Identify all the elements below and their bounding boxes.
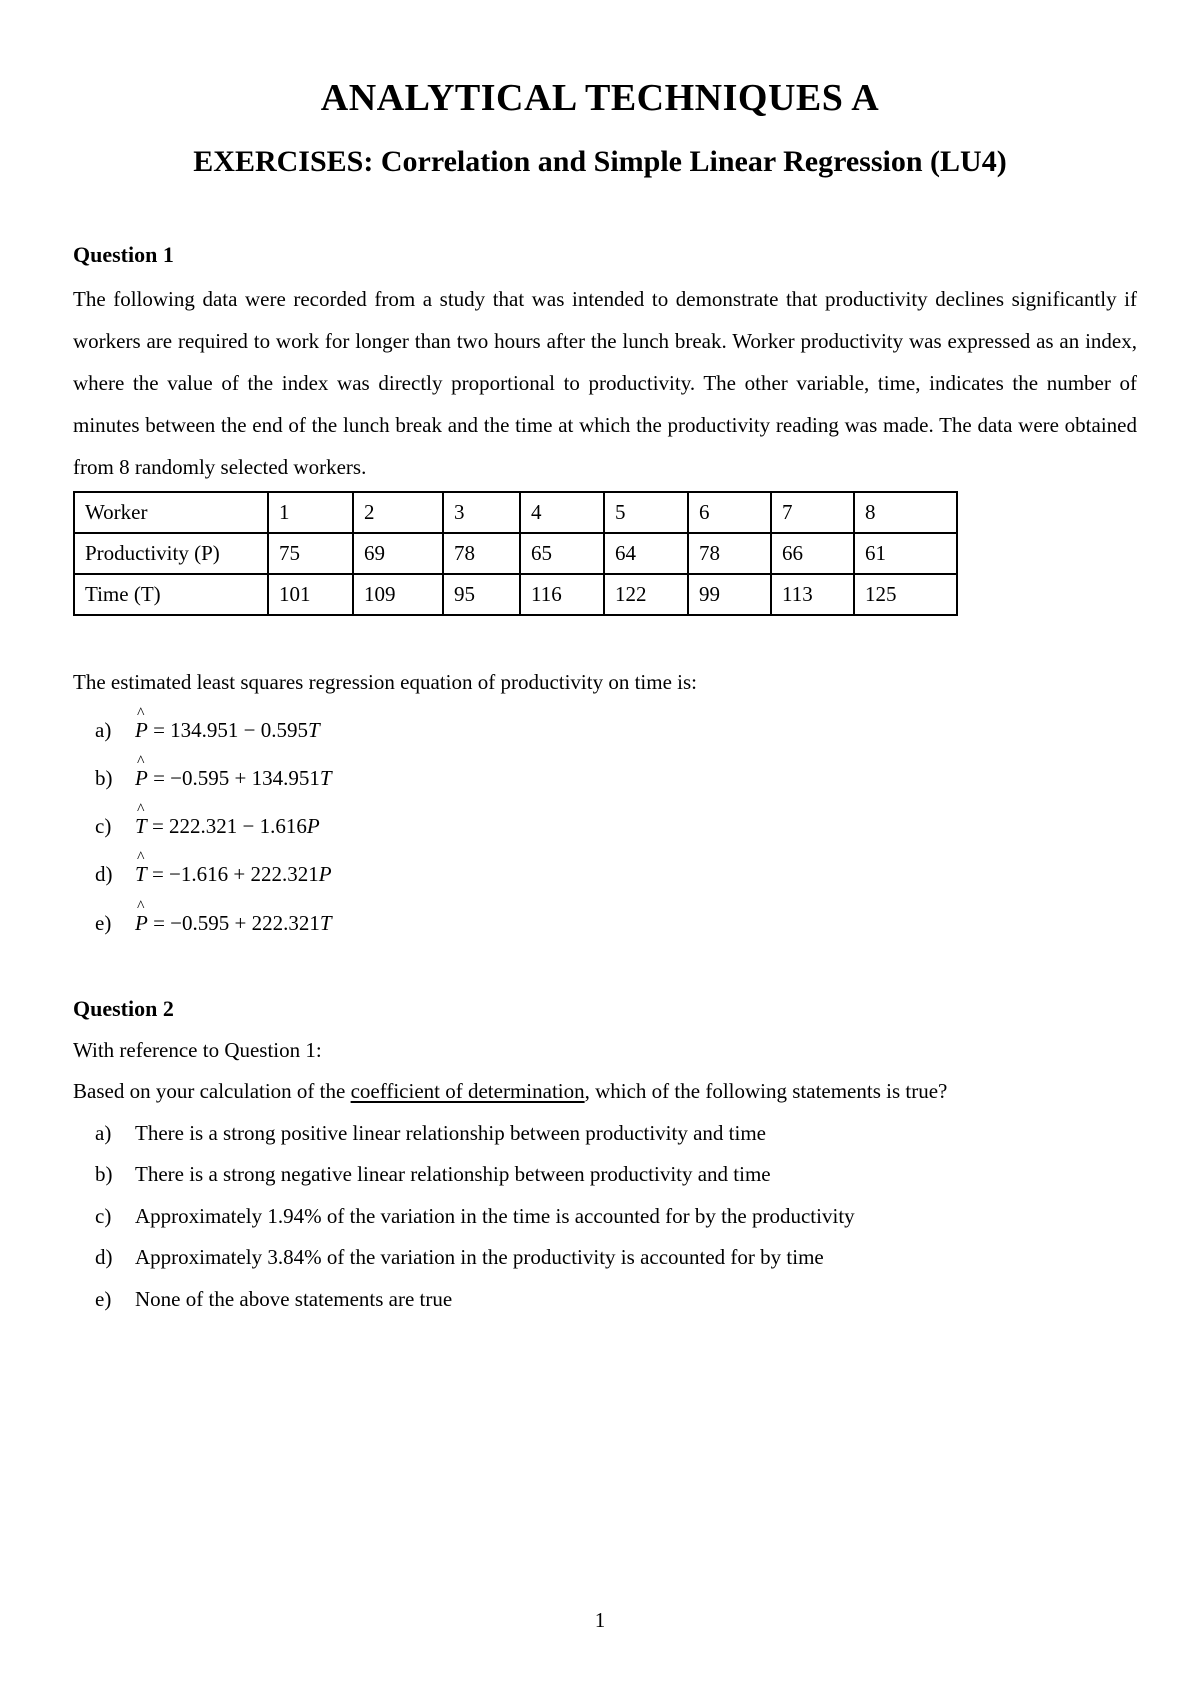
question-2-reference: With reference to Question 1: <box>73 1038 322 1062</box>
table-cell: 101 <box>268 574 353 615</box>
option-e <box>95 1287 452 1312</box>
option-d <box>95 862 332 887</box>
equation-rhs: = −1.616 + 222.321 <box>151 862 319 886</box>
table-cell: 99 <box>688 574 771 615</box>
option-letter: a) <box>95 1121 112 1145</box>
table-cell: 4 <box>520 492 604 533</box>
option-e <box>95 911 332 936</box>
data-table <box>73 491 958 616</box>
option-a <box>95 718 320 743</box>
option-letter: c) <box>95 1204 112 1228</box>
equation-rhs: = −0.595 + 222.321 <box>153 911 320 935</box>
option-c <box>95 814 320 839</box>
equation-rhs: = 222.321 − 1.616 <box>151 814 307 838</box>
hat-variable: ^ P <box>135 766 148 791</box>
option-letter: e) <box>95 1287 112 1311</box>
question-1-prompt: The estimated least squares regression equation of productivity on time is: <box>73 670 698 694</box>
table-cell: 122 <box>604 574 688 615</box>
table-cell: 64 <box>604 533 688 574</box>
page-number: 1 <box>594 1608 606 1632</box>
table-row-worker <box>74 492 957 533</box>
equation-variable: P <box>318 862 332 886</box>
equation-variable: T <box>308 718 320 742</box>
option-letter: b) <box>95 1162 113 1186</box>
table-cell: 3 <box>443 492 520 533</box>
table-cell: 78 <box>443 533 520 574</box>
hat-variable: ^ T <box>135 862 147 887</box>
option-text: There is a strong negative linear relationship between productivity and time <box>135 1162 771 1186</box>
option-letter: a) <box>95 718 112 742</box>
table-cell: 2 <box>353 492 443 533</box>
underlined-term: coefficient of determination <box>350 1079 585 1103</box>
table-cell: 78 <box>688 533 771 574</box>
question-2-prompt <box>73 1079 947 1104</box>
table-cell: 6 <box>688 492 771 533</box>
table-cell: Worker <box>74 492 268 533</box>
table-row-time <box>74 574 957 615</box>
table-cell: 69 <box>353 533 443 574</box>
question-1-heading: Question 1 <box>73 242 174 267</box>
page-title: ANALYTICAL TECHNIQUES A <box>320 77 880 119</box>
option-b <box>95 1162 771 1187</box>
equation-variable: T <box>319 766 332 790</box>
table-cell: 65 <box>520 533 604 574</box>
table-cell: 5 <box>604 492 688 533</box>
table-cell: Productivity (P) <box>74 533 268 574</box>
prompt-text: , which of the following statements is true? <box>584 1079 948 1103</box>
page-subtitle: EXERCISES: Correlation and Simple Linear Regression (LU4) <box>193 145 1007 178</box>
question-1-paragraph: The following data were recorded from a study that was intended to demonstrate that productivity declines significantly if workers are required to work for longer than two hours after the lunch break. Worker productivity was expressed as an index, where the value of the index was directly proportional to productivity. The other variable, time, indicates the number of minutes between the end of the lunch break and the time at which the productivity reading was made. The data were obtained from 8 randomly selected workers. <box>73 287 1137 479</box>
hat-variable: ^ P <box>135 911 148 936</box>
table-cell: 75 <box>268 533 353 574</box>
table-cell: 113 <box>771 574 854 615</box>
prompt-text: Based on your calculation of the <box>73 1079 351 1103</box>
option-b <box>95 766 332 791</box>
option-a <box>95 1121 766 1146</box>
option-letter: e) <box>95 911 112 935</box>
table-row-productivity <box>74 533 957 574</box>
equation-rhs: = −0.595 + 134.951 <box>153 766 320 790</box>
hat-variable: ^ T <box>135 814 147 839</box>
table-cell: 66 <box>771 533 854 574</box>
option-text: There is a strong positive linear relationship between productivity and time <box>135 1121 766 1145</box>
option-letter: d) <box>95 1245 113 1269</box>
option-letter: b) <box>95 766 113 790</box>
question-2-heading: Question 2 <box>73 996 174 1021</box>
option-letter: d) <box>95 862 113 886</box>
table-cell: 125 <box>854 574 957 615</box>
option-d <box>95 1245 824 1270</box>
equation-variable: P <box>306 814 320 838</box>
table-cell: 1 <box>268 492 353 533</box>
hat-variable: ^ P <box>135 718 148 743</box>
equation-rhs: = 134.951 − 0.595 <box>153 718 309 742</box>
option-letter: c) <box>95 814 112 838</box>
option-text: None of the above statements are true <box>135 1287 453 1311</box>
table-cell: 109 <box>353 574 443 615</box>
table-cell: 116 <box>520 574 604 615</box>
option-c <box>95 1204 855 1229</box>
option-text: Approximately 3.84% of the variation in the productivity is accounted for by time <box>135 1245 824 1269</box>
table-cell: 7 <box>771 492 854 533</box>
table-cell: 61 <box>854 533 957 574</box>
table-cell: 8 <box>854 492 957 533</box>
option-text: Approximately 1.94% of the variation in the time is accounted for by the productivity <box>135 1204 855 1228</box>
table-cell: Time (T) <box>74 574 268 615</box>
table-cell: 95 <box>443 574 520 615</box>
equation-variable: T <box>319 911 332 935</box>
